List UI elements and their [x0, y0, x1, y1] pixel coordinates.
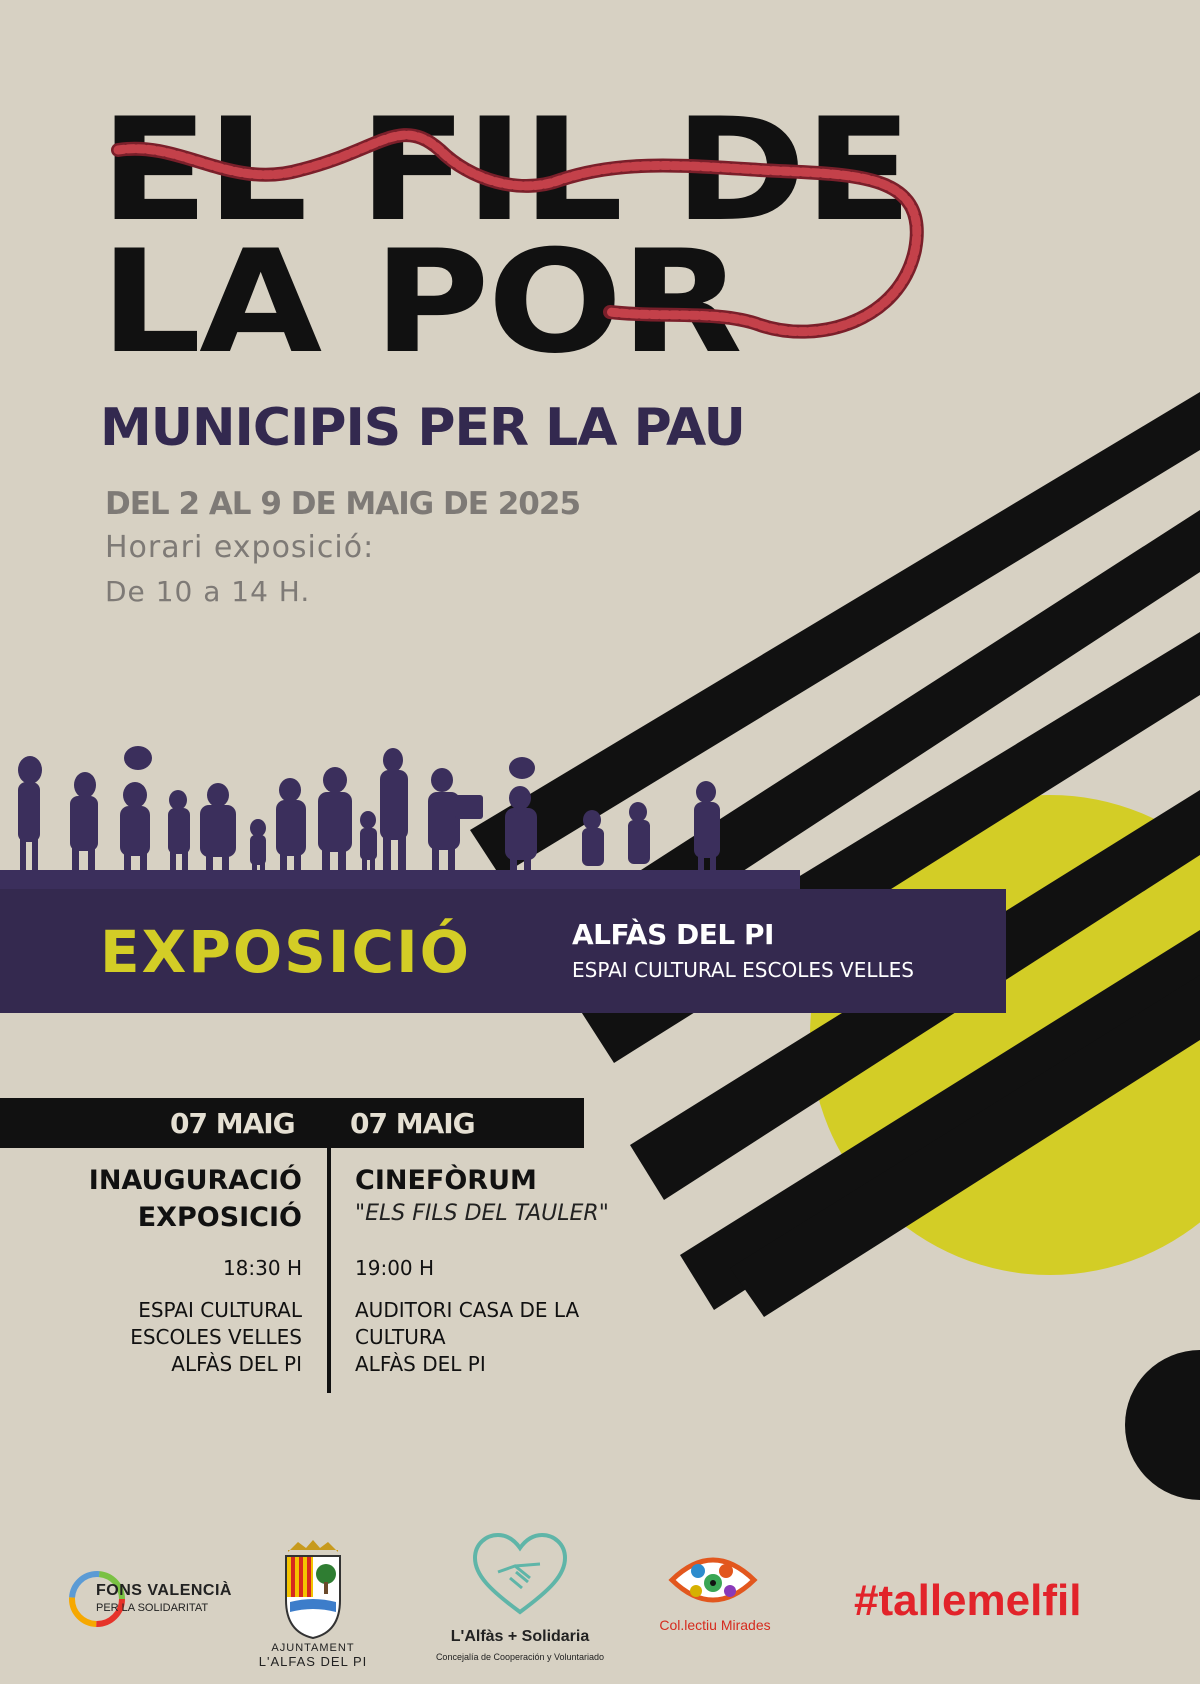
ajuntament-line-2: L'ALFAS DEL PI — [258, 1654, 368, 1669]
eye-icon — [668, 1545, 758, 1615]
event-2-place-line-1: AUDITORI CASA DE LA — [355, 1298, 580, 1322]
event-2-place-line-2: CULTURA — [355, 1325, 446, 1349]
event-2-title: CINEFÒRUM — [355, 1165, 537, 1196]
collectiu-mirades-logo — [650, 1545, 780, 1645]
figures — [18, 746, 720, 880]
event-1-time: 18:30 H — [222, 1256, 302, 1280]
event-1-place-line-2: ESCOLES VELLES — [130, 1325, 302, 1349]
alfas-solidaria-logo — [415, 1530, 625, 1670]
title-line-1: EL FIL DE — [100, 88, 911, 253]
fons-valencia-logo — [66, 1566, 246, 1636]
exhibition-label: EXPOSICIÓ — [100, 918, 471, 986]
event-divider — [327, 1098, 331, 1393]
event-2-place-line-3: ALFÀS DEL PI — [355, 1352, 486, 1376]
ajuntament-logo — [258, 1540, 368, 1670]
event-dates: DEL 2 AL 9 DE MAIG DE 2025 — [105, 486, 581, 522]
rope-illustration — [0, 0, 1200, 420]
fons-line-2: PER LA SOLIDARITAT — [96, 1602, 209, 1614]
event-2-time: 19:00 H — [355, 1256, 435, 1280]
exhibition-town: ALFÀS DEL PI — [572, 918, 774, 951]
event-1-date: 07 MAIG — [170, 1107, 295, 1140]
hashtag: #tallemelfil — [854, 1576, 1082, 1625]
solidaria-line-1: L'Alfàs + Solidaria — [450, 1628, 590, 1645]
fons-line-1: FONS VALENCIÀ — [96, 1582, 232, 1599]
title-line-2: LA POR — [100, 220, 741, 385]
refugee-silhouettes — [0, 740, 800, 900]
heart-handshake-icon — [470, 1530, 570, 1620]
black-circle — [1125, 1350, 1200, 1500]
event-2-subtitle: "ELS FILS DEL TAULER" — [355, 1201, 609, 1226]
event-2-date: 07 MAIG — [350, 1107, 475, 1140]
event-1-title-line-1: INAUGURACIÓ — [88, 1165, 302, 1196]
event-1-place-line-3: ALFÀS DEL PI — [171, 1352, 302, 1376]
ajuntament-line-1: AJUNTAMENT — [271, 1642, 355, 1654]
solidaria-line-2: Concejalía de Cooperación y Voluntariado — [435, 1652, 605, 1662]
event-1-place-line-1: ESPAI CULTURAL — [138, 1298, 302, 1322]
exhibition-venue: ESPAI CULTURAL ESCOLES VELLES — [572, 958, 914, 982]
coat-of-arms-icon — [278, 1540, 348, 1640]
event-1-title-line-2: EXPOSICIÓ — [137, 1202, 302, 1233]
schedule-label: Horari exposició: — [105, 530, 375, 565]
subtitle: MUNICIPIS PER LA PAU — [100, 398, 745, 458]
mirades-line-1: Col.lectiu Mirades — [659, 1617, 771, 1633]
schedule-hours: De 10 a 14 H. — [105, 575, 311, 608]
